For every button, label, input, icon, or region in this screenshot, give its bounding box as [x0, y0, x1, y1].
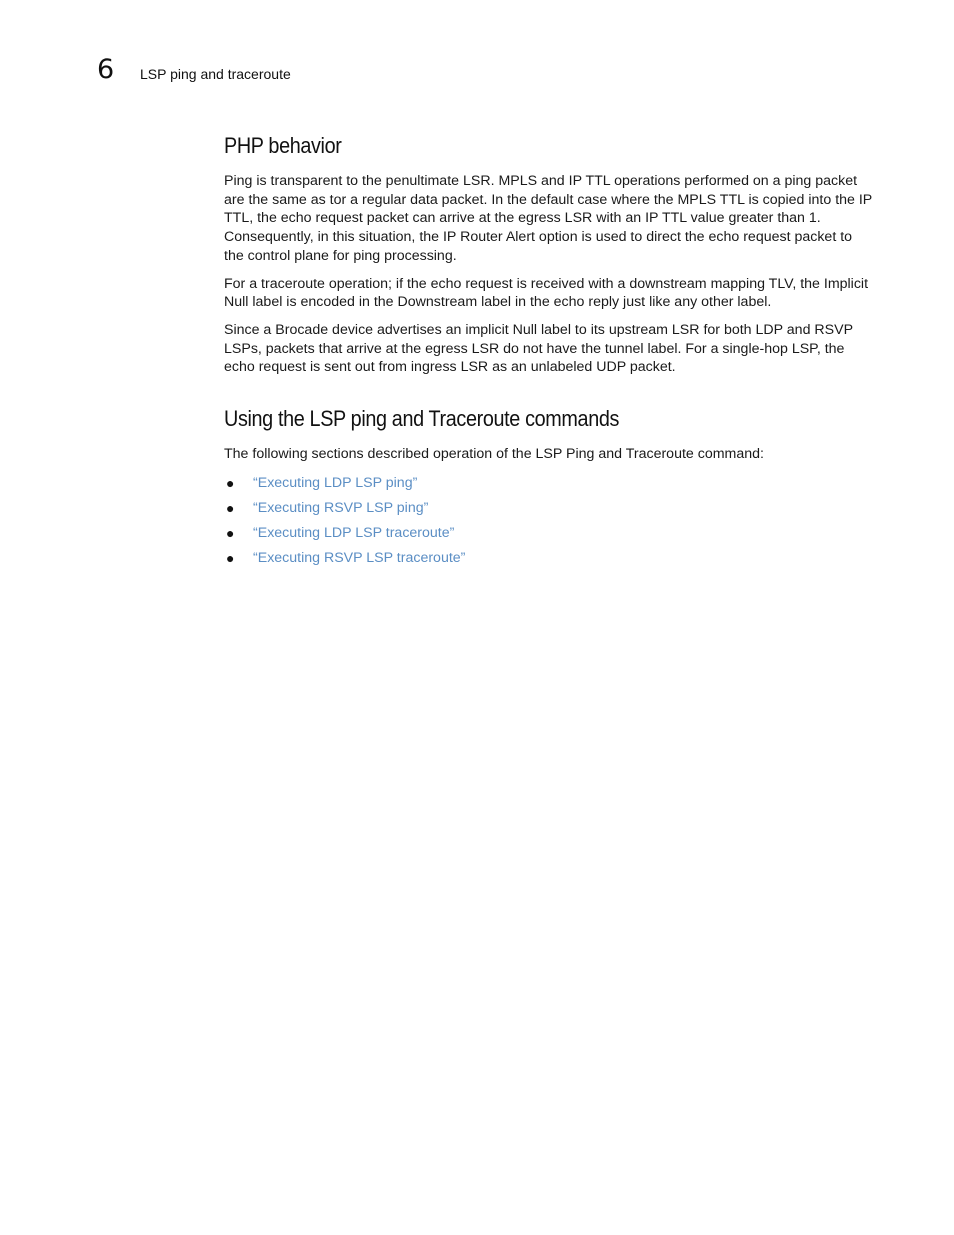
paragraph: The following sections described operation of the LSP Ping and Traceroute command:: [224, 446, 764, 463]
paragraph: For a traceroute operation; if the echo request is received with a downstream mapping TLV, the Implicit Null label is encoded in the Downstream label in the echo reply just like any other label.: [224, 275, 869, 311]
cross-reference-list: [224, 474, 874, 567]
section-using-commands: [224, 403, 874, 567]
list-item: [224, 549, 874, 567]
bullet-icon: ●: [226, 499, 235, 516]
page-content: [224, 130, 874, 574]
xref-link-ldp-ping[interactable]: “Executing LDP LSP ping”: [253, 474, 418, 491]
xref-link-rsvp-ping[interactable]: “Executing RSVP LSP ping”: [253, 499, 429, 516]
section-php-behavior: [224, 130, 874, 377]
list-item: [224, 524, 874, 542]
bullet-icon: ●: [226, 474, 235, 491]
bullet-icon: ●: [226, 524, 235, 541]
list-item: [224, 474, 874, 492]
paragraph: Since a Brocade device advertises an implicit Null label to its upstream LSR for both LDP and RSVP LSPs, packets that arrive at the egress LSR do not have the tunnel label. For a single-hop LSP, the echo request is sent out from ingress LSR as an unlabeled UDP packet.: [224, 321, 853, 376]
xref-link-ldp-traceroute[interactable]: “Executing LDP LSP traceroute”: [253, 524, 455, 541]
xref-link-rsvp-traceroute[interactable]: “Executing RSVP LSP traceroute”: [253, 549, 466, 566]
chapter-number: 6: [97, 54, 115, 85]
section-heading: Using the LSP ping and Traceroute commands: [224, 406, 620, 432]
list-item: [224, 499, 874, 517]
bullet-icon: ●: [226, 549, 235, 566]
section-heading: PHP behavior: [224, 133, 342, 158]
running-header-title: LSP ping and traceroute: [140, 66, 291, 82]
paragraph: Ping is transparent to the penultimate LSR. MPLS and IP TTL operations performed on a ping packet are the same as tor a regular data packet. In the default case where the MPLS TTL is copied into the IP TTL, the echo request packet can arrive at the egress LSR with an IP TTL value greater than 1. Consequently, in this situation, the IP Router Alert option is used to direct the echo request packet to the control plane for ping processing.: [224, 173, 873, 264]
